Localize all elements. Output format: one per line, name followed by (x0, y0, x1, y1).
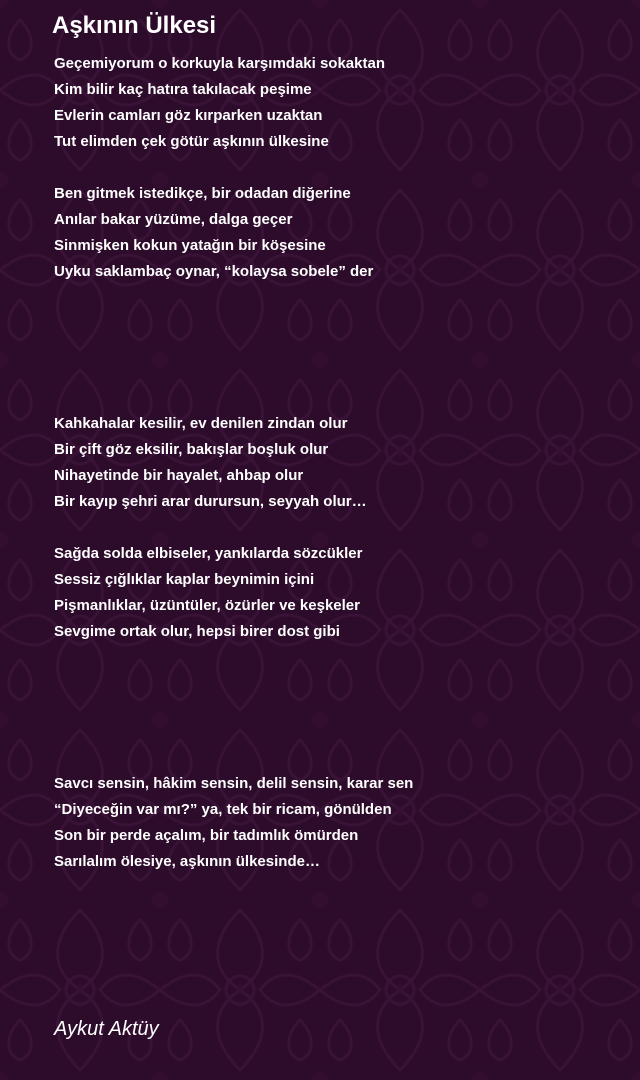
poem-line: Kahkahalar kesilir, ev denilen zindan olur (54, 415, 348, 432)
poem-line: Tut elimden çek götür aşkının ülkesine (54, 133, 329, 150)
poem-line: Savcı sensin, hâkim sensin, delil sensin, karar sen (54, 775, 414, 792)
poem-line: Pişmanlıklar, üzüntüler, özürler ve keşkeler (54, 597, 360, 614)
poem-line: Sessiz çığlıklar kaplar beynimin içini (54, 571, 315, 588)
poem-line: Evlerin camları göz kırparken uzaktan (54, 107, 323, 124)
poem-line: Sarılalım ölesiye, aşkının ülkesinde… (54, 853, 320, 870)
poem-line: Bir kayıp şehri arar durursun, seyyah olur… (54, 493, 367, 510)
poem-title: Aşkının Ülkesi (52, 12, 217, 39)
poem-line: Nihayetinde bir hayalet, ahbap olur (54, 467, 304, 484)
stanza-3 (54, 411, 367, 515)
poem-line: Sevgime ortak olur, hepsi birer dost gibi (54, 623, 340, 640)
poem-line: Ben gitmek istedikçe, bir odadan diğerine (54, 185, 351, 202)
stanza-2 (54, 181, 373, 285)
poem-line: Son bir perde açalım, bir tadımlık ömürden (54, 827, 359, 844)
stanza-4 (54, 541, 362, 645)
poem-line: Uyku saklambaç oynar, “kolaysa sobele” der (54, 263, 374, 280)
poem-line: Kim bilir kaç hatıra takılacak peşime (54, 81, 312, 98)
poem-line: Bir çift göz eksilir, bakışlar boşluk olur (54, 441, 329, 458)
poem-line: Sağda solda elbiseler, yankılarda sözcükler (54, 545, 363, 562)
poem-author: Aykut Aktüy (54, 1018, 159, 1040)
stanza-1 (54, 51, 385, 155)
poem-line: Geçemiyorum o korkuyla karşımdaki sokaktan (54, 55, 385, 72)
poem-line: Sinmişken kokun yatağın bir köşesine (54, 237, 326, 254)
poem-line: “Diyeceğin var mı?” ya, tek bir ricam, gönülden (54, 801, 392, 818)
stanza-5 (54, 771, 413, 875)
poem-line: Anılar bakar yüzüme, dalga geçer (54, 211, 293, 228)
